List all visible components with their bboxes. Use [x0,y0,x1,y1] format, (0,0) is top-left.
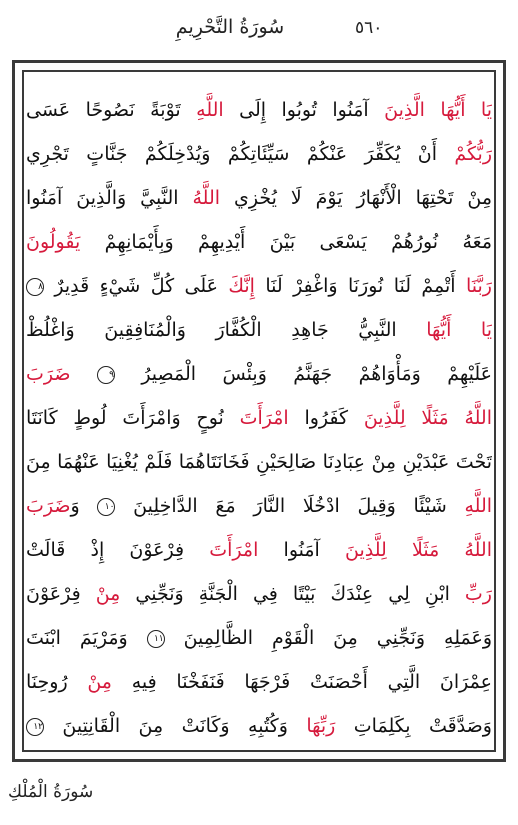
verse-text: وَ [70,495,98,517]
verse-text [71,363,97,385]
text-line [26,88,492,132]
text-line [26,660,492,704]
red-word: امْرَأَتَ [209,539,259,561]
text-line [26,528,492,572]
red-word: ضَرَبَ [26,363,71,385]
verse-text: عَلَى كُلِّ شَيْءٍ قَدِيرٌ [44,275,229,297]
text-line [26,132,492,176]
verse-text: مَعَهُ نُورُهُمْ يَسْعَى بَيْنَ أَيْدِيهِمْ وَبِأَيْمَانِهِمْ [80,231,492,253]
text-line [26,220,492,264]
red-word: مِنْ [87,671,112,693]
red-word: اللَّهِ [464,495,492,517]
red-word: إِنَّكَ [228,275,255,297]
text-line [26,264,492,308]
text-line [26,484,492,528]
verse-text: فِرْعَوْنَ إِذْ قَالَتْ [26,539,210,561]
verse-text: وَعَمَلِهِ وَنَجِّنِي مِنَ الْقَوْمِ الظَّالِمِينَ [164,627,492,649]
red-word: اللَّهُ مَثَلًا لِلَّذِينَ [363,407,492,429]
next-surah-title: سُورَةُ الْمُلْكِ [8,782,94,802]
verse-text: تَحْتَ عَبْدَيْنِ مِنْ عِبَادِنَا صَالِحَيْنِ فَخَانَتَاهُمَا فَلَمْ يُغْنِيَا عَنْهُمَا مِنَ [26,451,492,473]
page-header [0,14,518,48]
verse-text: مِنْ تَحْتِهَا الْأَنْهَارُ يَوْمَ لَا يُخْزِي [220,187,492,209]
text-line [26,352,492,396]
verse-text: تَوْبَةً نَصُوحًا عَسَى [26,99,197,121]
verse-number-marker: ١٠ [97,498,115,516]
verse-text: عَلَيْهِمْ وَمَأْوَاهُمْ جَهَنَّمُ وَبِئْسَ الْمَصِيرُ [114,363,492,385]
page-number: ٥٦٠ [355,18,383,38]
red-word: رَبُّكُمْ [454,143,492,165]
verse-text: النَّبِيَّ وَالَّذِينَ آمَنُوا [26,187,193,209]
verse-number-marker: ٩ [97,366,115,384]
quran-text-block [26,88,492,748]
verse-text: شَيْئًا وَقِيلَ ادْخُلَا النَّارَ مَعَ الدَّاخِلِينَ [115,495,465,517]
red-word: مِنْ [95,583,121,605]
verse-text: ابْنِ لِي عِنْدَكَ بَيْتًا فِي الْجَنَّةِ وَنَجِّنِي [120,583,465,605]
verse-text: عِمْرَانَ الَّتِي أَحْصَنَتْ فَرْجَهَا فَنَفَخْنَا فِيهِ [111,671,492,693]
text-line [26,440,492,484]
text-line [26,704,492,748]
verse-number-marker: ٨ [26,278,44,296]
red-word: ضَرَبَ [26,495,71,517]
verse-text: نُوحٍ وَامْرَأَتَ لُوطٍ كَانَتَا [26,407,240,429]
red-word: اللَّهُ [192,187,221,209]
red-word: رَبِّهَا [306,715,336,737]
verse-text: آمَنُوا تُوبُوا إِلَى [223,99,369,121]
verse-text: أَتْمِمْ لَنَا نُورَنَا وَاغْفِرْ لَنَا [254,275,466,297]
red-word: اللَّهُ مَثَلًا لِلَّذِينَ [345,539,492,561]
red-word: رَبَّنَا [465,275,492,297]
text-line [26,616,492,660]
verse-number-marker: ١٢ [26,718,44,736]
text-line [26,572,492,616]
text-line [26,396,492,440]
verse-text: النَّبِيُّ جَاهِدِ الْكُفَّارَ وَالْمُنَافِقِينَ وَاغْلُظْ [26,319,427,341]
surah-title: سُورَةُ التَّحْرِيمِ [175,16,285,38]
verse-text: فِرْعَوْنَ [26,583,96,605]
red-word: يَقُولُونَ [26,231,81,253]
text-line [26,176,492,220]
red-word: يَا أَيُّهَا [426,319,492,341]
red-word: يَا أَيُّهَا الَّذِينَ [368,99,492,121]
verse-text: وَصَدَّقَتْ بِكَلِمَاتِ [335,715,492,737]
verse-text: كَفَرُوا [288,407,364,429]
verse-text: رُوحِنَا [26,671,88,693]
verse-number-marker: ١١ [147,630,165,648]
text-line [26,308,492,352]
red-word: رَبِّ [464,583,492,605]
verse-text: وَكُتُبِهِ وَكَانَتْ مِنَ الْقَانِتِينَ [44,715,307,737]
verse-text: أَنْ يُكَفِّرَ عَنْكُمْ سَيِّئَاتِكُمْ وَيُدْخِلَكُمْ جَنَّاتٍ تَجْرِي [26,143,455,165]
verse-text: آمَنُوا [258,539,346,561]
red-word: اللَّهِ [196,99,224,121]
red-word: امْرَأَتَ [239,407,289,429]
verse-text: وَمَرْيَمَ ابْنَتَ [26,627,147,649]
